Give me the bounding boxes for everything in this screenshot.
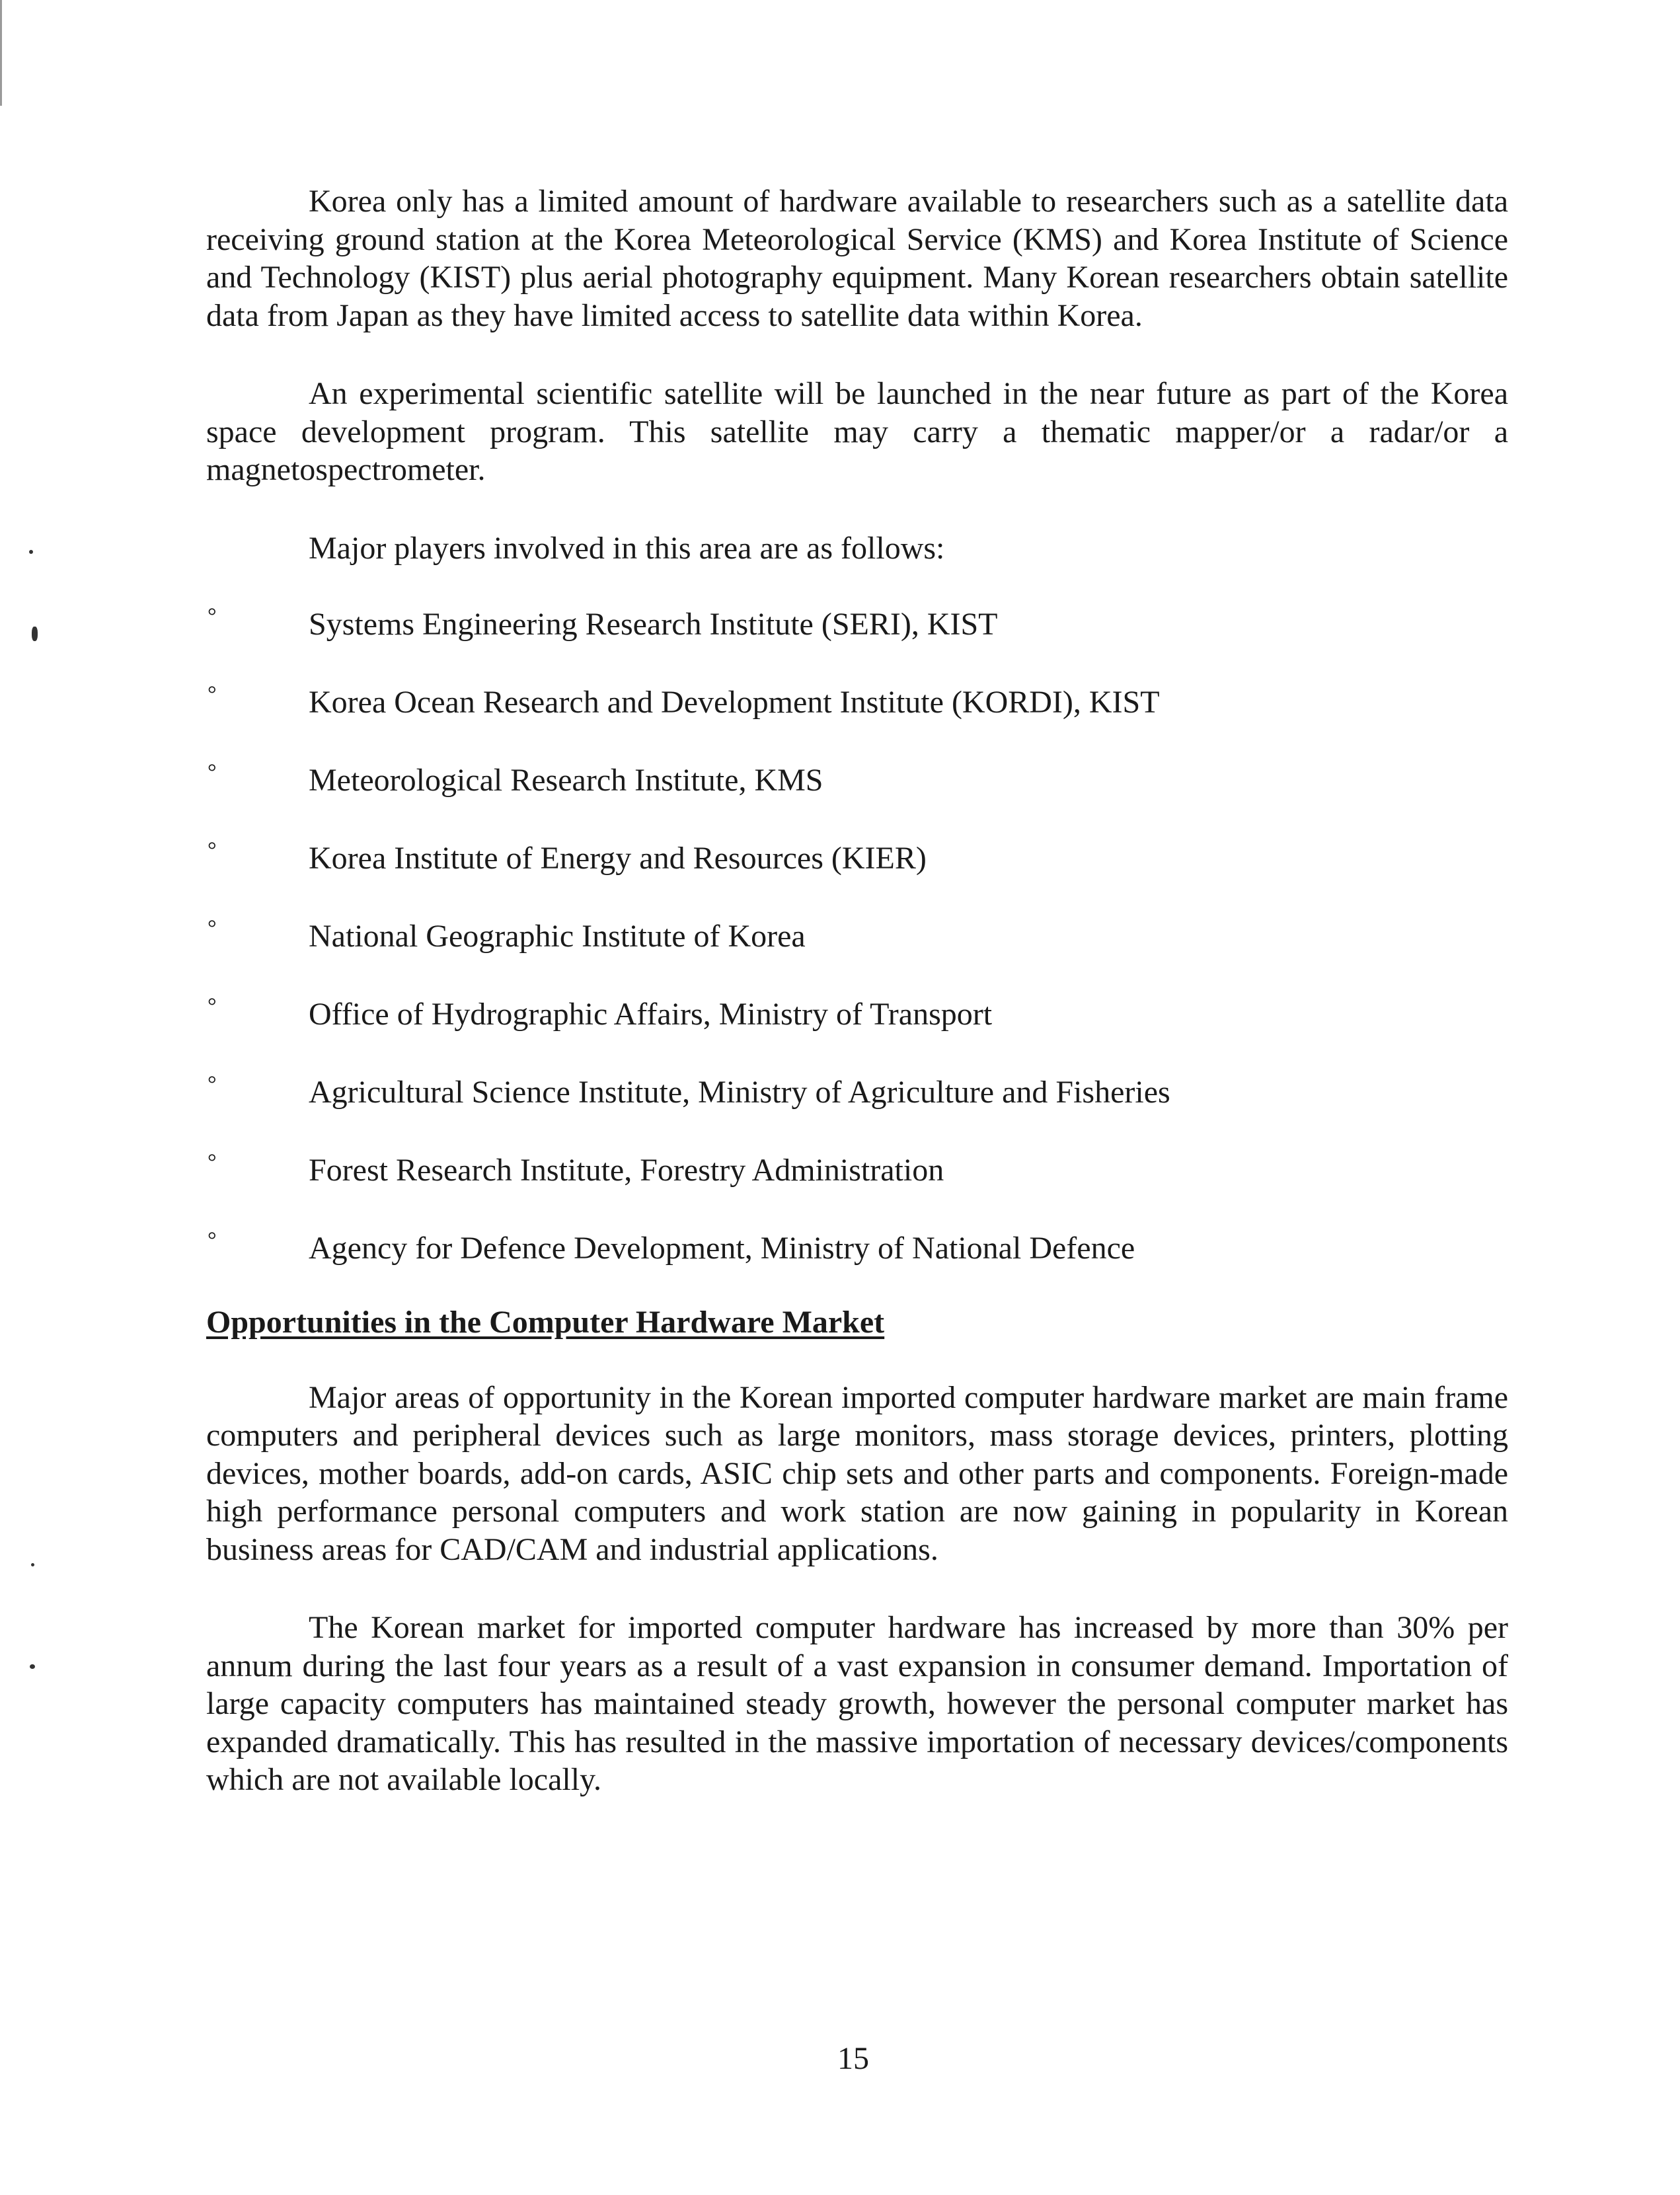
list-item-text: Office of Hydrographic Affairs, Ministry of Transport [309,997,993,1032]
list-item [206,1229,1508,1307]
list-item-text: Agricultural Science Institute, Ministry of Agriculture and Fisheries [309,1075,1170,1110]
bullet-marker: ° [208,1150,217,1175]
document-body [206,182,1508,1799]
scan-edge-mark [0,0,2,106]
scan-speck [30,1664,35,1669]
list-item-text: Meteorological Research Institute, KMS [309,763,823,798]
list-item-text: Korea Institute of Energy and Resources (KIER) [309,841,927,876]
paragraph-market-growth: The Korean market for imported computer hardware has increased by more than 30% per annum during the last four years as a result of a vast expansion in consumer demand. Importation of large capacity computers has maintained steady growth, however the personal computer market has expanded dramatically. This has resulted in the massive importation of necessary devices/components which are not available locally. [206,1610,1508,1797]
list-item-text: Forest Research Institute, Forestry Administration [309,1153,944,1188]
bullet-marker: ° [208,604,217,629]
players-list [206,605,1508,1307]
list-item-text: Agency for Defence Development, Ministry of National Defence [309,1231,1135,1266]
list-item-text: National Geographic Institute of Korea [309,919,806,954]
list-item [206,917,1508,995]
list-item [206,1073,1508,1151]
list-item [206,995,1508,1073]
bullet-marker: ° [208,1072,217,1097]
page-number: 15 [837,2041,869,2076]
list-item-text: Korea Ocean Research and Development Institute (KORDI), KIST [309,685,1160,720]
scan-speck [32,627,38,641]
bullet-marker: ° [208,1228,217,1252]
paragraph-experimental-satellite: An experimental scientific satellite will be launched in the near future as part of the Korea space development program. This satellite may carry a thematic mapper/or a radar/or a magnetospectrometer. [206,376,1508,487]
list-item-text: Systems Engineering Research Institute (SERI), KIST [309,607,998,642]
list-item [206,683,1508,761]
paragraph-opportunity-areas: Major areas of opportunity in the Korean imported computer hardware market are main frame computers and peripheral devices such as large monitors, mass storage devices, printers, plotting devices, mother boards, add-on cards, ASIC chip sets and other parts and components. Foreign-made high performance personal computers and work station are now gaining in popularity in Korean business areas for CAD/CAM and industrial applications. [206,1379,1508,1567]
players-intro: Major players involved in this area are as follows: [309,530,945,566]
bullet-marker: ° [208,682,217,707]
bullet-marker: ° [208,994,217,1019]
list-item [206,839,1508,917]
list-item [206,761,1508,839]
section-heading: Opportunities in the Computer Hardware Market [206,1305,885,1340]
bullet-marker: ° [208,916,217,941]
bullet-marker: ° [208,838,217,863]
scan-speck [31,1563,34,1566]
scan-speck [29,550,33,554]
list-item [206,605,1508,683]
bullet-marker: ° [208,760,217,785]
paragraph-hardware-availability: Korea only has a limited amount of hardware available to researchers such as a satellite data receiving ground station at the Korea Meteorological Service (KMS) and Korea Institute of Science and Technology (KIST) plus aerial photography equipment. Many Korean researchers obtain satellite data from Japan as they have limited access to satellite data within Korea. [206,184,1508,333]
list-item [206,1151,1508,1229]
